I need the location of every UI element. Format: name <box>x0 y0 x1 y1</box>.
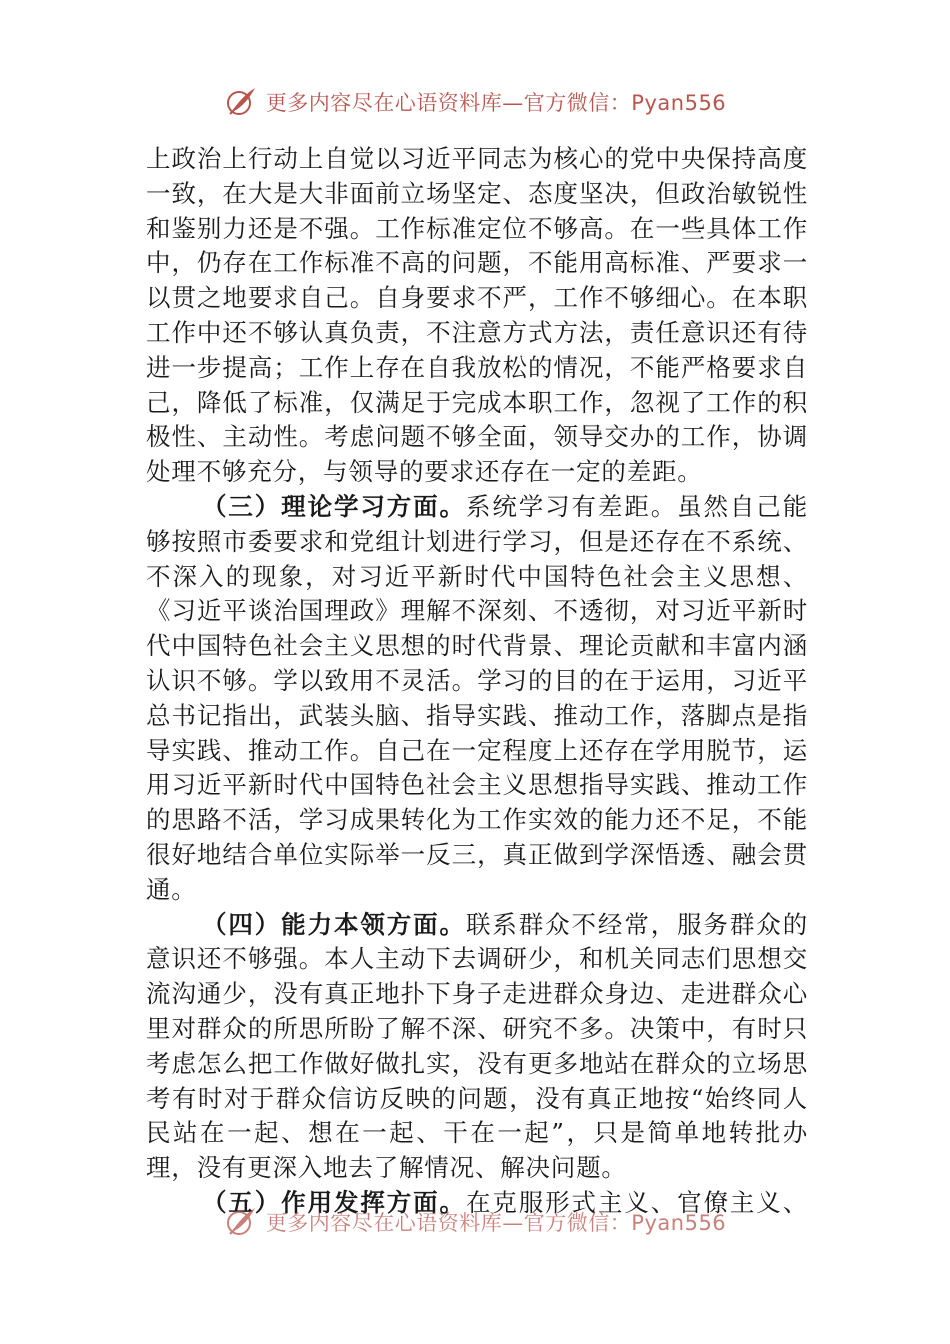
watermark-header <box>0 82 950 122</box>
paragraph-text: 系统学习有差距。虽然自己能够按照市委要求和党组计划进行学习，但是还存在不系统、不深入的现象，对习近平新时代中国特色社会主义思想、《习近平谈治国理政》理解不深刻、不透彻，对习近平新时代中国特色社会主义思想的时代背景、理论贡献和丰富内涵认识不够。学以致用不灵活。学习的目的在于运用，习近平总书记指出，武装头脑、指导实践、推动工作，落脚点是指导实践、推动工作。自己在一定程度上还存在学用脱节，运用习近平新时代中国特色社会主义思想指导实践、推动工作的思路不活，学习成果转化为工作实效的能力还不足，不能很好地结合单位实际举一反三，真正做到学深悟透、融会贯通。 <box>146 491 808 904</box>
paragraph-text: 在克服形式主义、官僚主义、 <box>465 1187 808 1217</box>
paragraph-text: 上政治上行动上自觉以习近平同志为核心的党中央保持高度一致，在大是大非面前立场坚定、态度坚决，但政治敏锐性和鉴别力还是不强。工作标准定位不够高。在一些具体工作中，仍存在工作标准不高的问题，不能用高标准、严要求一以贯之地要求自己。自身要求不严，工作不够细心。在本职工作中还不够认真负责，不注意方式方法，责任意识还有待进一步提高；工作上存在自我放松的情况，不能严格要求自己，降低了标准，仅满足于完成本职工作，忽视了工作的积极性、主动性。考虑问题不够全面，领导交办的工作，协调处理不够充分，与领导的要求还存在一定的差距。 <box>146 144 808 487</box>
paragraph-ability <box>146 908 808 1186</box>
section-heading-four: （四）能力本领方面。 <box>202 909 466 939</box>
paragraph-theory-study <box>146 490 808 908</box>
paragraph-text: 联系群众不经常，服务群众的意识还不够强。本人主动下去调研少，和机关同志们思想交流沟通少，没有真正地扑下身子走进群众身边、走进群众心里对群众的所思所盼了解不深、研究不多。决策中，有时只考虑怎么把工作做好做扎实，没有更多地站在群众的立场思考有时对于群众信访反映的问题，没有真正地按“始终同人民站在一起、想在一起、干在一起”，只是简单地转批办理，没有更深入地去了解情况、解决问题。 <box>146 909 808 1183</box>
watermark-footer <box>0 1202 950 1242</box>
watermark-text: 更多内容尽在心语资料库—官方微信：Pyan556 <box>265 91 727 115</box>
section-heading-five: （五）作用发挥方面。 <box>202 1187 466 1217</box>
section-heading-three: （三）理论学习方面。 <box>202 491 466 521</box>
feather-quill-icon <box>224 1205 258 1239</box>
paragraph-continuation <box>146 142 808 490</box>
document-body <box>146 142 808 1222</box>
watermark-text: 更多内容尽在心语资料库—官方微信：Pyan556 <box>265 1211 727 1235</box>
feather-quill-icon <box>224 85 258 119</box>
